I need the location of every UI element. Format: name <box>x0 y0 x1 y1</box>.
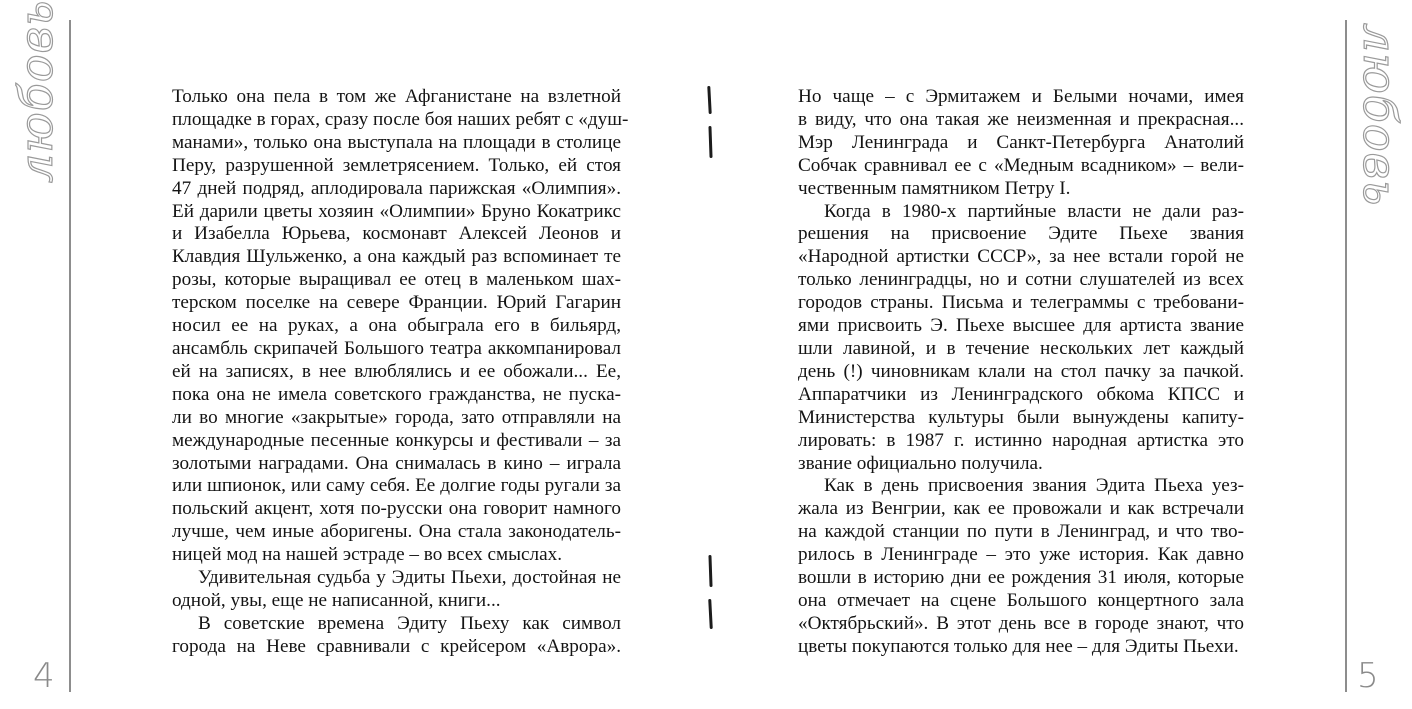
left-margin-line <box>69 20 71 692</box>
text-line: лировать: в 1987 г. истинно народная артистка это <box>798 429 1244 451</box>
text-line: в виду, что она такая же неизменная и прекрасная... <box>798 108 1244 130</box>
text-line: ансамбль скрипачей Большого театра аккомпанировал <box>172 337 621 359</box>
text-line: вошли в историю дни ее рождения 31 июля, которые <box>798 567 1244 589</box>
binding-stitch-4 <box>708 599 713 629</box>
text-line: решения на присвоение Эдите Пьехе звания <box>798 223 1244 245</box>
text-line: рилось в Ленинграде – это уже история. Как давно <box>798 544 1244 566</box>
text-line: Но чаще – с Эрмитажем и Белыми ночами, имея <box>798 86 1244 107</box>
text-line: шли лавиной, и в течение нескольких лет каждый <box>798 337 1244 359</box>
text-line: ли во многие «закрытые» города, зато отправляли на <box>172 406 621 428</box>
text-line: чественным памятником Петру I. <box>798 177 1071 199</box>
text-line: пока она не имела советского гражданства, не пуска- <box>172 383 621 405</box>
text-line: ницей мод на нашей эстраде – во всех смыслах. <box>172 544 563 566</box>
text-line: звание официально получила. <box>798 452 1043 474</box>
text-line: Собчак сравнивал ее с «Медным всадником» – вели- <box>798 154 1244 176</box>
text-line: городов страны. Письма и телеграммы с требовани- <box>798 292 1244 314</box>
text-line: носил ее на руках, а она обыграла его в бильярд, <box>172 315 621 337</box>
text-line: Удивительная судьба у Эдиты Пьехи, достойная не <box>198 567 621 589</box>
right-side-word: любовь <box>1353 23 1407 207</box>
text-line: ями присвоить Э. Пьехе высшее для артиста звание <box>798 315 1244 337</box>
text-line: Министерства культуры были вынуждены капиту- <box>798 406 1244 428</box>
text-line: польский акцент, хотя по-русски она говорит намного <box>172 498 621 520</box>
text-line: она отмечает на сцене Большого концертного зала <box>798 589 1244 611</box>
text-line: Как в день присвоения звания Эдита Пьеха уез- <box>824 475 1244 497</box>
text-line: только ленинградцы, но и сотни слушателей из всех <box>798 269 1244 291</box>
text-line: золотыми наградами. Она снималась в кино – играла <box>172 452 621 474</box>
text-line: терском поселке на севере Франции. Юрий Гагарин <box>172 292 621 314</box>
text-line: 47 дней подряд, аплодировала парижская «Олимпия». <box>172 177 621 199</box>
text-line: ей на записях, в нее влюблялись и ее обожали... Ее, <box>172 360 621 382</box>
left-side-word: любовь <box>9 0 63 183</box>
text-line: или шпионок, или саму себя. Ее долгие годы ругали за <box>172 475 621 497</box>
text-line: цветы покупаются только для нее – для Эдиты Пьехи. <box>798 635 1239 657</box>
left-page-number: 4 <box>33 656 55 696</box>
text-line: города на Неве сравнивали с крейсером «Аврора». <box>172 635 621 657</box>
right-page-text <box>798 86 1244 659</box>
text-line: Клавдия Шульженко, а она каждый раз вспоминает те <box>172 246 621 268</box>
text-line: Аппаратчики из Ленинградского обкома КПСС и <box>798 383 1244 405</box>
text-line: и Изабелла Юрьева, космонавт Алексей Леонов и <box>172 223 621 245</box>
text-line: В советские времена Эдиту Пьеху как символ <box>198 612 621 634</box>
text-line: день (!) чиновникам клали на стол пачку за пачкой. <box>798 360 1244 382</box>
text-line: жала из Венгрии, как ее провожали и как встречали <box>798 498 1244 520</box>
text-line: «Народной артистки СССР», за нее встали горой не <box>798 246 1244 268</box>
left-page-text <box>172 86 629 659</box>
text-line: «Октябрьский». В этот день все в городе знают, что <box>798 612 1244 634</box>
text-line: Мэр Ленинграда и Санкт-Петербурга Анатолий <box>798 131 1244 153</box>
text-line: Только она пела в том же Афганистане на взлетной <box>172 86 621 107</box>
text-line: на каждой станции по пути в Ленинград, и что тво- <box>798 521 1244 543</box>
text-line: лучше, чем иные аборигены. Она стала законодатель- <box>172 521 621 543</box>
text-line: одной, увы, еще не написанной, книги... <box>172 589 501 611</box>
text-line: площадке в горах, сразу после боя наших ребят с «душ- <box>172 108 629 130</box>
right-margin-line <box>1345 20 1347 692</box>
right-page-number: 5 <box>1357 656 1379 696</box>
text-line: Ей дарили цветы хозяин «Олимпии» Бруно Кокатрикс <box>172 200 621 222</box>
text-line: манами», только она выступала на площади в столице <box>172 131 621 153</box>
text-line: Перу, разрушенной землетрясением. Только, ей стоя <box>172 154 621 176</box>
binding-stitch-3 <box>708 555 712 587</box>
binding-stitch-1 <box>707 86 711 114</box>
binding-stitch-2 <box>708 126 712 158</box>
text-line: розы, которые выращивал ее отец в маленьком шах- <box>172 269 621 291</box>
text-line: международные песенные конкурсы и фестивали – за <box>172 429 621 451</box>
text-line: Когда в 1980-х партийные власти не дали раз- <box>824 200 1244 222</box>
